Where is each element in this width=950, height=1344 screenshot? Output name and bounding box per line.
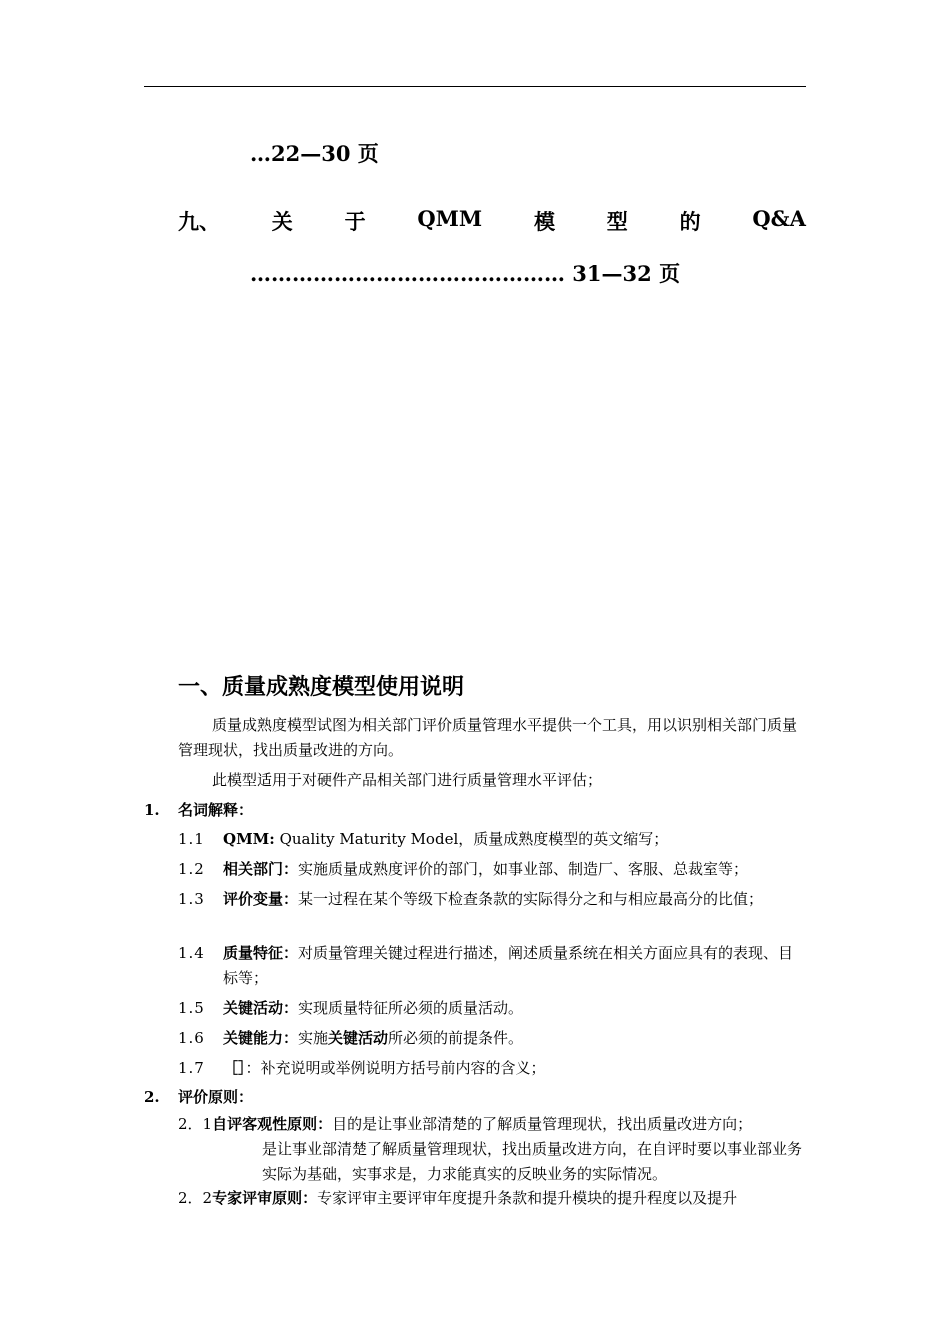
list-number: 1. bbox=[144, 801, 160, 819]
item-term: 相关部门： bbox=[223, 860, 299, 878]
toc-item-9-char: 于 bbox=[344, 209, 366, 234]
toc-item-9[interactable] bbox=[178, 206, 806, 236]
item-number: 1.4 bbox=[178, 944, 205, 962]
item-term: ［］ bbox=[223, 1059, 246, 1077]
item-term: QMM: bbox=[223, 830, 275, 848]
toc-line-continuation: …22—30 页 bbox=[250, 141, 379, 166]
item-text: ：补充说明或举例说明方括号前内容的含义； bbox=[245, 1059, 546, 1077]
toc-item-9-char: 关 bbox=[271, 209, 293, 234]
item-number: 1.6 bbox=[178, 1029, 205, 1047]
toc-item-9-char: 模 bbox=[533, 209, 555, 234]
definition-item bbox=[178, 827, 808, 852]
definition-item bbox=[178, 1056, 808, 1081]
item-text: 对质量管理关键过程进行描述，阐述质量系统在相关方面应具有的表现、目标等； bbox=[223, 944, 794, 987]
definition-item bbox=[178, 1026, 808, 1051]
toc-item-9-page-range: ……………………………………… 31—32 页 bbox=[250, 261, 681, 286]
definition-item bbox=[178, 857, 808, 882]
item-term: 自评客观性原则： bbox=[212, 1115, 333, 1133]
item-text: 实现质量特征所必须的质量活动。 bbox=[298, 999, 524, 1017]
principle-item bbox=[178, 1112, 808, 1137]
item-number: 2．1 bbox=[178, 1115, 213, 1133]
intro-paragraph: 质量成熟度模型试图为相关部门评价质量管理水平提供一个工具，用以识别相关部门质量管理现状，找出质量改进的方向。 bbox=[178, 716, 798, 759]
item-text: Quality Maturity Model，质量成熟度模型的英文缩写； bbox=[274, 830, 669, 848]
item-text: 所必须的前提条件。 bbox=[388, 1029, 524, 1047]
item-number: 1.1 bbox=[178, 830, 205, 848]
scope-paragraph: 此模型适用于对硬件产品相关部门进行质量管理水平评估； bbox=[212, 771, 603, 789]
definition-item bbox=[178, 887, 808, 912]
item-number: 1.2 bbox=[178, 860, 205, 878]
definition-item bbox=[178, 941, 808, 991]
item-text: 某一过程在某个等级下检查条款的实际得分之和与相应最高分的比值； bbox=[298, 890, 764, 908]
definition-item bbox=[178, 996, 808, 1021]
item-term: 关键活动： bbox=[223, 999, 299, 1017]
toc-item-9-char: 九、 bbox=[178, 209, 220, 234]
header-rule bbox=[144, 86, 806, 87]
list-label: 名词解释： bbox=[178, 801, 254, 819]
item-number: 2．2 bbox=[178, 1189, 213, 1207]
toc-item-9-char: 型 bbox=[606, 209, 628, 234]
item-term: 专家评审原则： bbox=[212, 1189, 318, 1207]
item-number: 1.3 bbox=[178, 890, 205, 908]
item-number: 1.7 bbox=[178, 1059, 205, 1077]
toc-item-9-char: 的 bbox=[679, 209, 701, 234]
toc-item-9-char: QMM bbox=[417, 206, 483, 231]
section-heading: 一、质量成熟度模型使用说明 bbox=[178, 675, 465, 700]
list-number: 2. bbox=[144, 1088, 160, 1106]
principle-item bbox=[178, 1186, 808, 1211]
principle-item-continuation: 是让事业部清楚了解质量管理现状，找出质量改进方向，在自评时要以事业部业务实际为基础，实事求是，力求能真实的反映业务的实际情况。 bbox=[262, 1140, 803, 1183]
item-number: 1.5 bbox=[178, 999, 205, 1017]
item-term: 评价变量： bbox=[223, 890, 299, 908]
item-text-emphasis: 关键活动 bbox=[328, 1029, 389, 1047]
item-term: 质量特征： bbox=[223, 944, 299, 962]
item-text: 专家评审主要评审年度提升条款和提升模块的提升程度以及提升 bbox=[317, 1189, 738, 1207]
item-term: 关键能力： bbox=[223, 1029, 299, 1047]
toc-item-9-char: Q&A bbox=[752, 206, 806, 231]
item-text: 实施质量成熟度评价的部门，如事业部、制造厂、客服、总裁室等； bbox=[298, 860, 749, 878]
item-text: 目的是让事业部清楚的了解质量管理现状，找出质量改进方向； bbox=[332, 1115, 753, 1133]
list-label: 评价原则： bbox=[178, 1088, 254, 1106]
item-text: 实施 bbox=[298, 1029, 329, 1047]
